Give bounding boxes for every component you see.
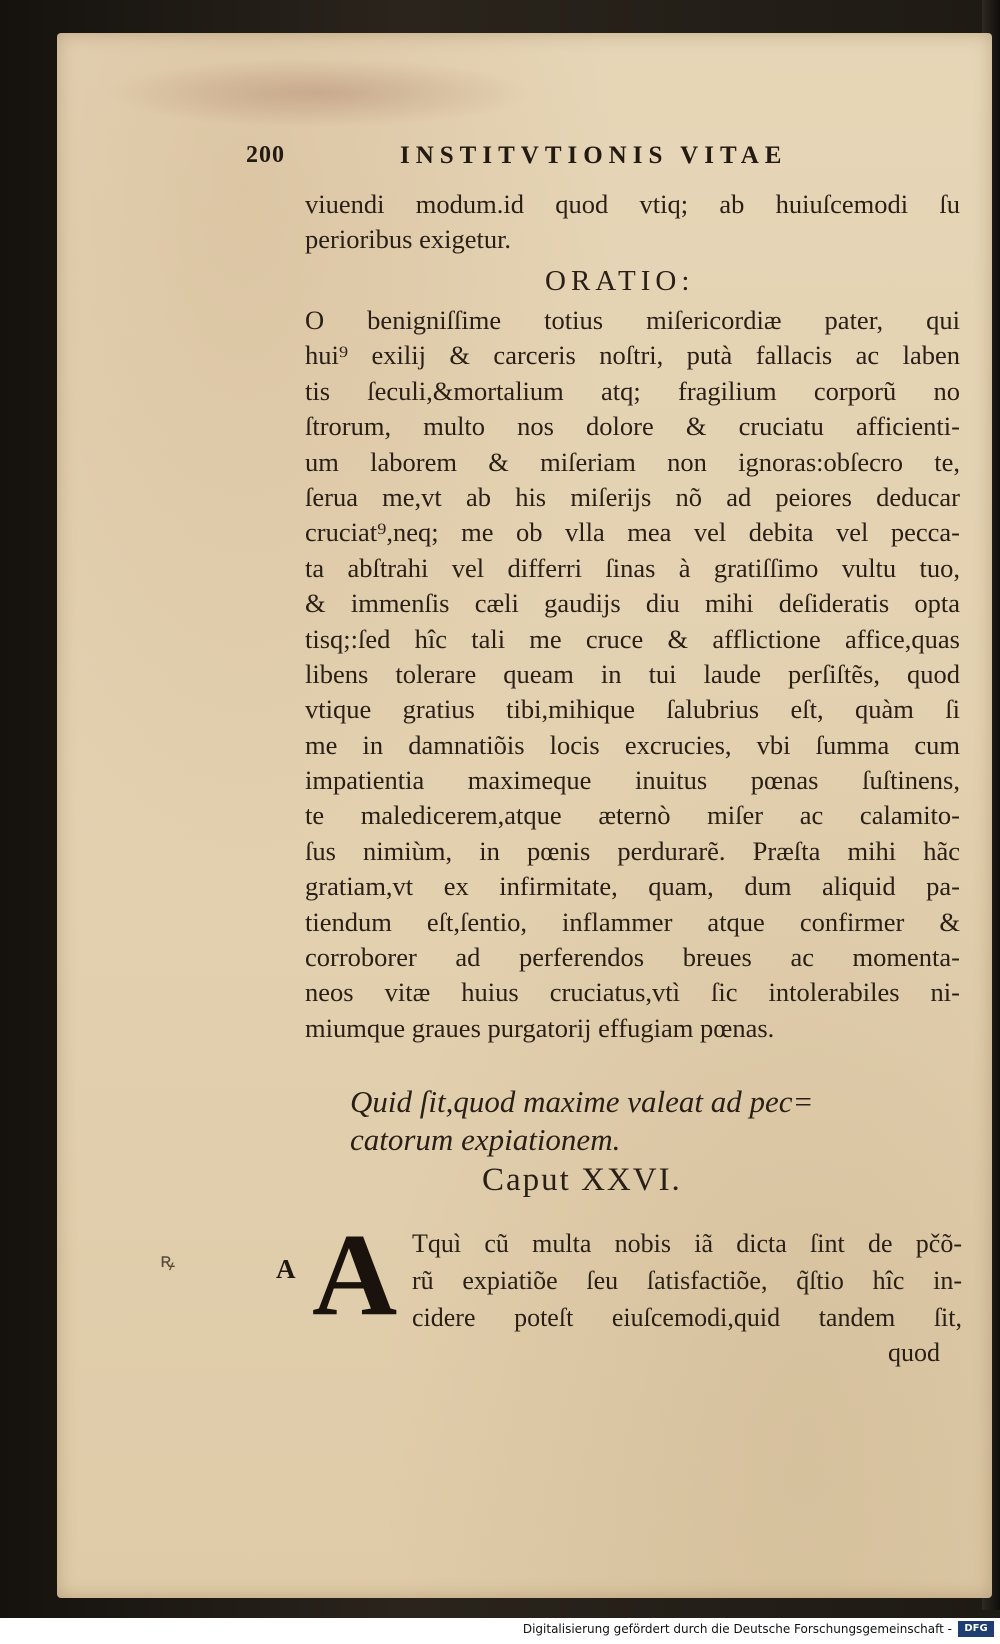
text-line: libens tolerare queam in tui laude perſiſtẽs, quod	[305, 658, 960, 689]
text-line: hui⁹ exilij & carceris noſtri, putà fallacis ac laben	[305, 340, 960, 371]
running-title: INSTITVTIONIS VITAE	[400, 142, 788, 169]
oratio-heading: ORATIO:	[545, 265, 695, 297]
continuation-text	[305, 187, 960, 258]
footer-bar	[0, 1618, 1000, 1644]
text-line: rũ expiatiõe ſeu ſatisfactiõe, q̃ſtio hîc in-	[412, 1266, 962, 1295]
margin-letter: A	[276, 1254, 296, 1284]
chapter-title-line: Quid ſit,quod maxime valeat ad pec=	[350, 1084, 814, 1119]
text-line: ſerua me,vt ab his miſerijs nõ ad peiores deducar	[305, 481, 960, 512]
page-number: 200	[246, 142, 285, 168]
text-line: viuendi modum.id quod vtiq; ab huiuſcemodi ſu	[305, 189, 960, 219]
text-line: miumque graues purgatorij effugiam pœnas.	[305, 1012, 775, 1043]
running-head	[0, 142, 1000, 178]
text-line: ſtrorum, multo nos dolore & cruciatu afficienti-	[305, 411, 960, 442]
chapter-number: Caput XXVI.	[482, 1162, 682, 1198]
text-line: me in damnatiõis locis excrucies, vbi ſumma cum	[305, 729, 960, 760]
catchword: quod	[888, 1338, 940, 1367]
dfg-logo: DFG	[958, 1621, 994, 1637]
text-line: gratiam,vt ex infirmitate, quam, dum aliquid pa-	[305, 871, 960, 902]
text-line: tiendum eſt,ſentio, inflammer atque confirmer &	[305, 906, 960, 937]
text-line: O benigniſſime totius miſericordiæ pater, qui	[305, 305, 960, 335]
text-line: impatientia maximeque inuitus pœnas ſuſtinens,	[305, 765, 960, 796]
chapter-title	[350, 1083, 960, 1159]
text-line: te maledicerem,atque æternò miſer ac calamito-	[305, 800, 960, 831]
text-line: ta abſtrahi vel differri ſinas à gratiſſimo vultu tuo,	[305, 552, 960, 583]
text-line: cruciat⁹,neq; me ob vlla mea vel debita vel pecca-	[305, 517, 960, 548]
margin-mark: ꝶ	[160, 1248, 176, 1272]
text-line: vtique gratius tibi,mihique ſalubrius eſt, quàm ſi	[305, 694, 960, 725]
drop-cap-initial: A	[312, 1209, 398, 1340]
text-line: ſus nimiùm, in pœnis perdurarẽ. Præſta mihi hãc	[305, 835, 960, 866]
text-line: tis ſeculi,&mortalium atq; fragilium corporũ no	[305, 375, 960, 406]
text-line: tisq;:ſed hîc tali me cruce & afflictione affice,quas	[305, 623, 960, 654]
text-line: & immenſis cæli gaudijs diu mihi deſideratis opta	[305, 588, 960, 619]
text-line: neos vitæ huius cruciatus,vtì ſic intolerabiles ni-	[305, 977, 960, 1008]
page-stain	[102, 58, 532, 128]
chapter-text	[412, 1225, 962, 1336]
text-line: corroborer ad perferendos breues ac momenta-	[305, 942, 960, 973]
funding-credit: Digitalisierung gefördert durch die Deutsche Forschungsgemeinschaft -	[522, 1622, 952, 1636]
text-line: cidere poteſt eiuſcemodi,quid tandem ſit,	[412, 1303, 962, 1332]
text-line: um laborem & miſeriam non ignoras:obſecro te,	[305, 446, 960, 477]
chapter-title-line: catorum expiationem.	[350, 1122, 621, 1157]
text-line: Tquì cũ multa nobis iã dicta ſint de pčõ-	[412, 1229, 962, 1258]
text-line: perioribus exigetur.	[305, 224, 512, 255]
oratio-text	[305, 303, 960, 1046]
